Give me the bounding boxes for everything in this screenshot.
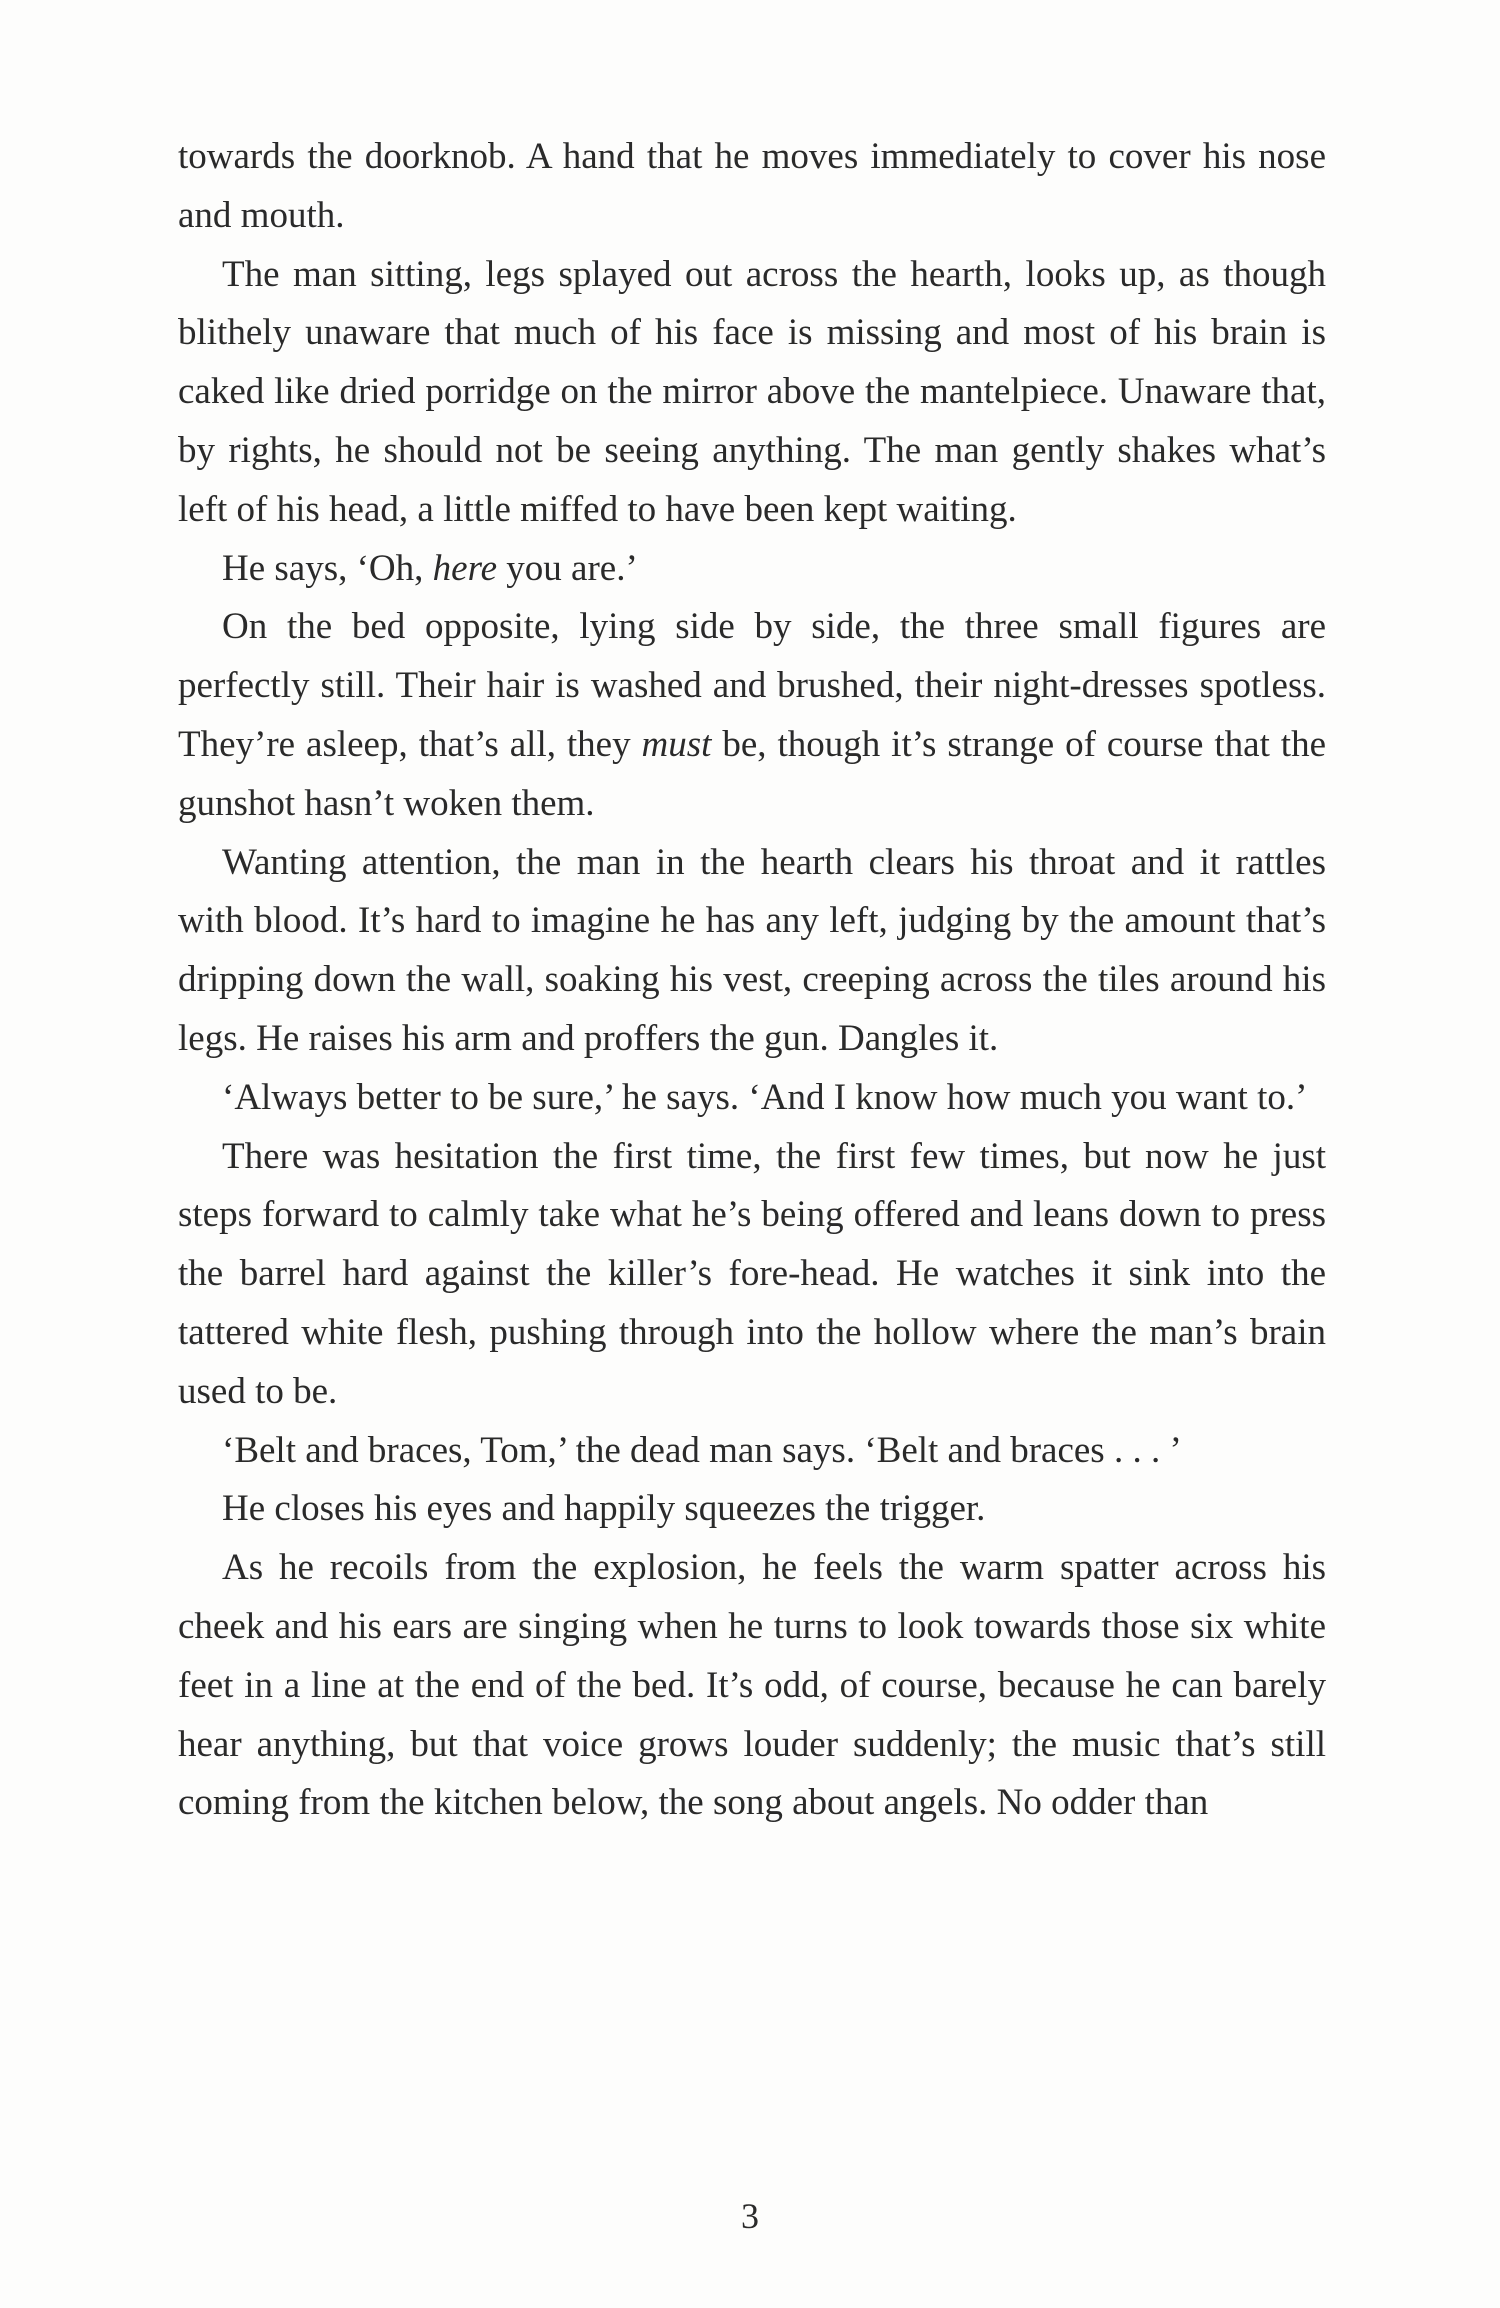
paragraph-text: On the bed opposite, lying side by side, the three small figures are perfectly still. Their hair is washed and brushed, their night-dresses spotless. They’re asleep, that’s all, they [178, 606, 1326, 765]
paragraph: ‘Always better to be sure,’ he says. ‘And I know how much you want to.’ [222, 1076, 1308, 1118]
paragraph [178, 540, 1326, 599]
paragraph: towards the doorknob. A hand that he moves immediately to cover his nose and mouth. [178, 136, 1326, 236]
emphasis-text: must [641, 723, 712, 765]
page-number: 3 [741, 2196, 759, 2236]
emphasis-text: here [432, 547, 498, 589]
paragraph: He closes his eyes and happily squeezes the trigger. [222, 1488, 986, 1530]
paragraph: As he recoils from the explosion, he feels the warm spatter across his cheek and his ears are singing when he turns to look towards those six white feet in a line at the end of the bed. It’s odd, of course, because he can barely hear anything, but that voice grows louder suddenly; the music that’s still coming from the kitchen below, the song about angels. No odder than [178, 1547, 1326, 1824]
paragraph-text: He says, ‘Oh, [222, 547, 433, 589]
body-text [178, 128, 1326, 1833]
paragraph: The man sitting, legs splayed out across the hearth, looks up, as though blithely unaware that much of his face is missing and most of his brain is caked like dried porridge on the mirror above the mantelpiece. Unaware that, by rights, he should not be seeing anything. The man gently shakes what’s left of his head, a little miffed to have been kept waiting. [178, 253, 1326, 530]
paragraph: There was hesitation the first time, the first few times, but now he just steps forward to calmly take what he’s being offered and leans down to press the barrel hard against the killer’s fore-head. He watches it sink into the tattered white flesh, pushing through into the hollow where the man’s brain used to be. [178, 1135, 1326, 1412]
paragraph-text: be, though it’s strange of course that the gunshot hasn’t woken them. [178, 723, 1326, 824]
paragraph: Wanting attention, the man in the hearth clears his throat and it rattles with blood. It’s hard to imagine he has any left, judging by the amount that’s dripping down the wall, soaking his vest, creeping across the tiles around his legs. He raises his arm and proffers the gun. Dangles it. [178, 841, 1326, 1059]
paragraph: ‘Belt and braces, Tom,’ the dead man says. ‘Belt and braces . . . ’ [222, 1429, 1182, 1471]
paragraph [178, 598, 1326, 833]
paragraph-text: you are.’ [497, 547, 638, 589]
